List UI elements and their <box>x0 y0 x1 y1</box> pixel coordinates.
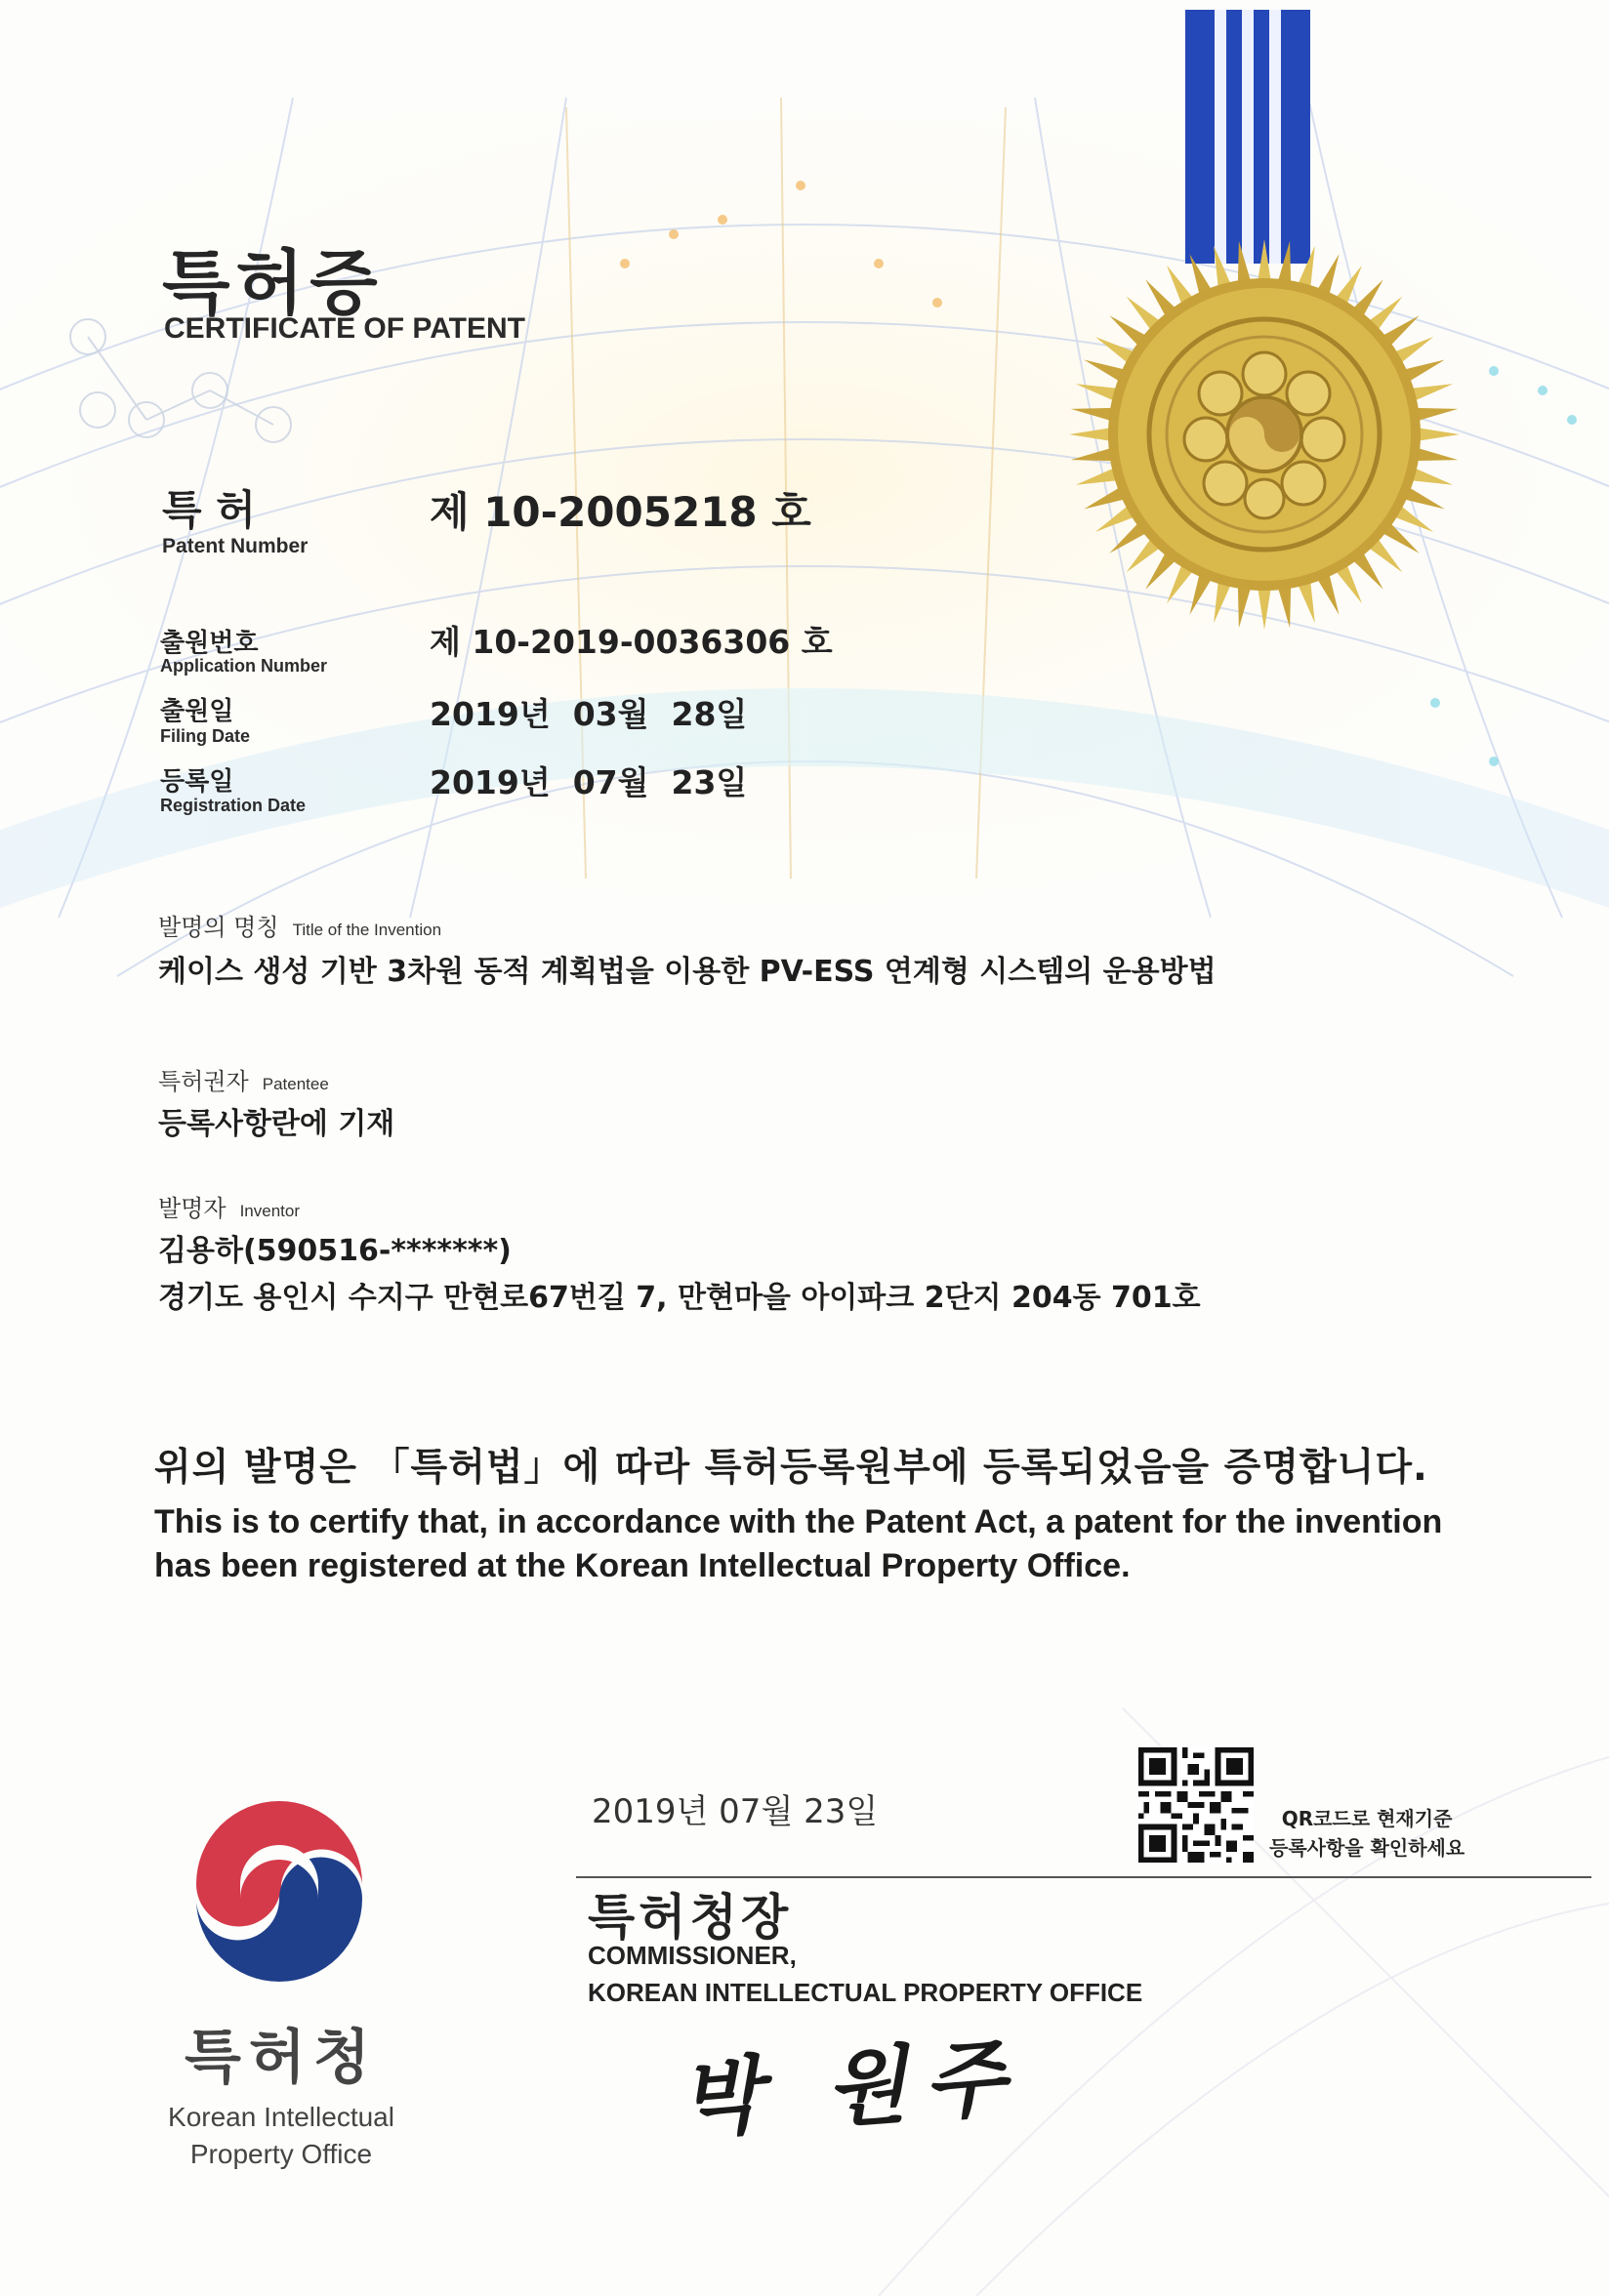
registration-date-value: 2019년 07월 23일 <box>430 763 748 801</box>
qr-caption <box>1269 1804 1465 1863</box>
application-number-value: 제 10-2019-0036306 호 <box>430 623 833 661</box>
filing-label-ko: 출원일 <box>160 697 234 726</box>
gold-seal-icon <box>1064 234 1465 635</box>
registration-label-en: Registration Date <box>160 796 307 815</box>
invention-section-label <box>158 908 441 942</box>
application-label-en: Application Number <box>160 656 328 676</box>
certification-statement-en-2: has been registered at the Korean Intellectual Property Office. <box>154 1547 1131 1584</box>
patentee-label-ko: 특허권자 <box>158 1068 249 1095</box>
registration-label-ko: 등록일 <box>160 767 234 797</box>
patentee-label-en: Patentee <box>262 1075 329 1093</box>
certification-statement-ko: 위의 발명은 「특허법」에 따라 특허등록원부에 등록되었음을 증명합니다. <box>154 1446 1428 1490</box>
office-name-en-line-1: Korean Intellectual <box>168 2102 394 2132</box>
inventor-label-ko: 발명자 <box>158 1195 227 1222</box>
patentee-section-label <box>158 1062 329 1096</box>
office-name-ko: 특허청 <box>185 2024 378 2092</box>
commissioner-title-en-2: KOREAN INTELLECTUAL PROPERTY OFFICE <box>588 1978 1143 2007</box>
commissioner-signature: 박 원주 <box>677 2027 1026 2151</box>
office-name-en <box>127 2099 435 2173</box>
patent-label-en: Patent Number <box>162 535 309 557</box>
qr-code-icon[interactable] <box>1138 1747 1254 1863</box>
qr-caption-line-2: 등록사항을 확인하세요 <box>1269 1836 1465 1860</box>
medal-ribbon <box>1185 10 1310 264</box>
invention-label-ko: 발명의 명칭 <box>158 914 279 941</box>
filing-label-en: Filing Date <box>160 726 251 746</box>
certificate-title-en: CERTIFICATE OF PATENT <box>164 312 525 345</box>
inventor-section-label <box>158 1189 300 1223</box>
certificate-title-ko: 특허증 <box>162 242 384 324</box>
invention-title-value: 케이스 생성 기반 3차원 동적 계획법을 이용한 PV-ESS 연계형 시스템의 운용방법 <box>158 955 1217 989</box>
inventor-name: 김용하(590516-*******) <box>158 1234 512 1268</box>
inventor-address: 경기도 용인시 수지구 만현로67번길 7, 만현마을 아이파크 2단지 204동 701호 <box>158 1281 1201 1315</box>
patentee-value: 등록사항란에 기재 <box>158 1107 395 1141</box>
filing-date-value: 2019년 03월 28일 <box>430 695 748 733</box>
patent-label-ko: 특 허 <box>162 486 256 534</box>
office-name-en-line-2: Property Office <box>189 2139 373 2169</box>
commissioner-title-ko: 특허청장 <box>588 1889 793 1946</box>
inventor-label-en: Inventor <box>239 1202 300 1220</box>
taegeuk-logo-icon <box>182 1796 377 1991</box>
certification-statement-en-1: This is to certify that, in accordance with the Patent Act, a patent for the invention <box>154 1503 1443 1540</box>
commissioner-title-en-1: COMMISSIONER, <box>588 1941 797 1970</box>
issue-date: 2019년 07월 23일 <box>592 1792 879 1831</box>
invention-label-en: Title of the Invention <box>292 921 442 939</box>
application-label-ko: 출원번호 <box>160 629 259 658</box>
qr-caption-line-1: QR코드로 현재기준 <box>1281 1807 1453 1830</box>
patent-number-value: 제 10-2005218 호 <box>430 488 811 536</box>
